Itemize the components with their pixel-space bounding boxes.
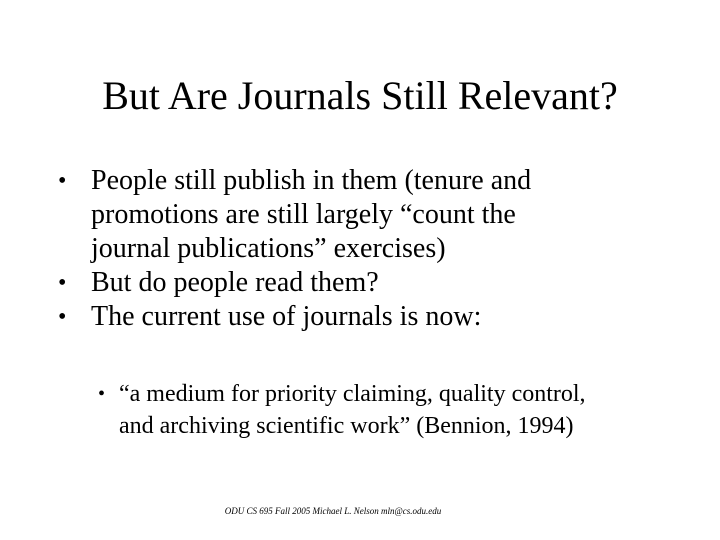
sub-bullet-text-line: “a medium for priority claiming, quality control, [119, 381, 586, 407]
sub-bullet-marker: • [98, 383, 106, 405]
bullet-marker: • [58, 304, 67, 330]
slide-title: But Are Journals Still Relevant? [102, 73, 618, 118]
bullet-marker: • [58, 168, 67, 194]
bullet-item-publish [58, 164, 698, 266]
sub-bullet-list [98, 378, 698, 442]
bullet-list [58, 164, 698, 334]
sub-bullet-item-quote [98, 378, 698, 442]
bullet-item-current-use [58, 300, 698, 334]
bullet-text-line: People still publish in them (tenure and [91, 165, 532, 196]
bullet-text-line: The current use of journals is now: [91, 301, 482, 332]
slide-footer: ODU CS 695 Fall 2005 Michael L. Nelson mln@cs.odu.edu [224, 506, 442, 516]
bullet-text-line: journal publications” exercises) [91, 233, 446, 264]
bullet-item-read [58, 266, 698, 300]
bullet-text-line: But do people read them? [91, 267, 379, 298]
bullet-marker: • [58, 270, 67, 296]
bullet-text-line: promotions are still largely “count the [91, 199, 516, 230]
sub-bullet-text-line: and archiving scientific work” (Bennion, 1994) [119, 413, 574, 439]
